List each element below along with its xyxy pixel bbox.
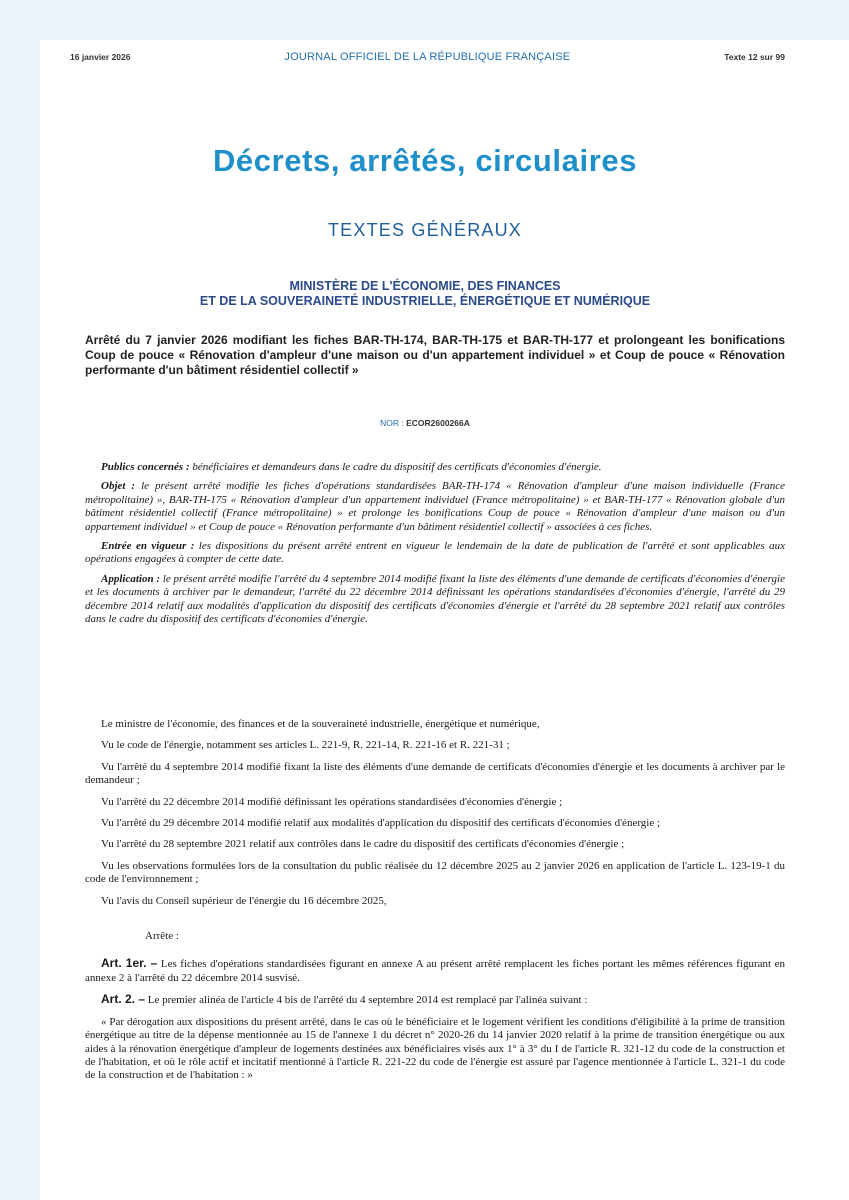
section-title: Décrets, arrêtés, circulaires (212, 143, 638, 178)
running-header (70, 51, 785, 63)
page-margin-band (0, 0, 40, 1200)
publication-date: 16 janvier 2026 (70, 52, 131, 62)
visa-7: Vu l'avis du Conseil supérieur de l'énergie du 16 décembre 2025, (101, 894, 387, 907)
article-2 (85, 993, 785, 1007)
nor-reference (40, 418, 810, 428)
application-text: le présent arrêté modifie l'arrêté du 4 septembre 2014 modifié fixant la liste des éléments d'une demande de certificats d'économies d'énergie et les documents à archiver par le demandeur, l'arrêté du 22 décembre 2014 définissant les opérations standardisées d'économies d'énergie, l'arrêté du 29 décembre 2014 relatif aux modalités d'application du dispositif des certificats d'économies d'énergie et l'arrêté du 28 septembre 2021 relatif aux contrôles dans le cadre du dispositif des certificats d'économies d'énergie. (85, 572, 785, 626)
document-page (40, 40, 849, 1200)
visa-3: Vu l'arrêté du 22 décembre 2014 modifié définissant les opérations standardisées d'économies d'énergie ; (101, 795, 563, 808)
article-1-label: Art. 1er. – (101, 956, 158, 971)
publics-label: Publics concernés : (101, 461, 190, 473)
article-2-text: Le premier alinéa de l'article 4 bis de l'arrêté du 4 septembre 2014 est remplacé par l'alinéa suivant : (145, 994, 588, 1007)
section-subtitle: TEXTES GÉNÉRAUX (327, 220, 523, 240)
journal-name: JOURNAL OFFICIEL DE LA RÉPUBLIQUE FRANÇAISE (284, 51, 571, 63)
objet-text: le présent arrêté modifie les fiches d'opérations standardisées BAR-TH-174 « Rénovation d'ampleur d'une maison individuelle (France métropolitaine) », BAR-TH-175 « Rénovation d'ampleur d'un appartement individuel (France métropolitaine) » et BAR-TH-177 « Rénovation globale d'un bâtiment résidentiel collectif (France métropolitaine) » et prolonge les bonifications Coup de pouce « Rénovation d'ampleur d'une maison ou d'un appartement individuel » et Coup de pouce « Rénovation performante d'un bâtiment résidentiel collectif » associées à ces fiches. (85, 480, 785, 533)
entree-text: les dispositions du présent arrêté entrent en vigueur le lendemain de la date de publication de l'arrêté et sont applicables aux opérations engagées à compter de cette date. (85, 540, 785, 566)
visa-6: Vu les observations formulées lors de la consultation du public réalisée du 12 décembre 2025 au 2 janvier 2026 en application de l'article L. 123-19-1 du code de l'environnement ; (85, 859, 785, 886)
page-top-band (0, 0, 849, 40)
article-1 (85, 957, 785, 985)
publics-text: bénéficiaires et demandeurs dans le cadre du dispositif des certificats d'économies d'énergie. (189, 461, 602, 473)
ministry-line-2: ET DE LA SOUVERAINETÉ INDUSTRIELLE, ÉNERGÉTIQUE ET NUMÉRIQUE (199, 294, 651, 308)
summary-publics (85, 461, 785, 474)
decree-title: Arrêté du 7 janvier 2026 modifiant les fiches BAR-TH-174, BAR-TH-175 et BAR-TH-177 et prolongeant les bonifications Coup de pouce « Rénovation d'ampleur d'une maison ou d'un appartement individuel » et Coup de pouce « Rénovation performante d'un bâtiment résidentiel collectif » (85, 333, 785, 377)
article-2-label: Art. 2. – (101, 992, 146, 1007)
decree-body (85, 718, 785, 1091)
entree-label: Entrée en vigueur : (101, 540, 195, 553)
visa-5: Vu l'arrêté du 28 septembre 2021 relatif aux contrôles dans le cadre du dispositif des certificats d'économies d'énergie ; (101, 838, 625, 851)
visa-2: Vu l'arrêté du 4 septembre 2014 modifié fixant la liste des éléments d'une demande de certificats d'économies d'énergie et les documents à archiver par le demandeur ; (85, 760, 785, 787)
summary-entree (85, 540, 785, 567)
quoted-paragraph: « Par dérogation aux dispositions du présent arrêté, dans le cas où le bénéficiaire et le logement vérifient les conditions d'éligibilité à la prime de transition énergétique au titre de la dépense mentionnée au 15 de l'annexe 1 du décret n° 2020-26 du 14 janvier 2020 relatif à la prime de transition énergétique ou aux aides à la rénovation énergétique d'ampleur de logements destinées aux bénéficiaires visés aux 1° à 3° du I de l'article R. 321-12 du code de la construction et de l'habitation, et où le rôle actif et incitatif mentionné à l'article R. 221-22 du code de l'énergie est assuré par l'agence mentionnée à l'article L. 321-1 du code de la construction et de l'habitation : » (85, 1015, 785, 1082)
ministry-line-1: MINISTÈRE DE L'ÉCONOMIE, DES FINANCES (289, 279, 561, 293)
summary-application (85, 573, 785, 627)
ministry-heading (40, 279, 810, 309)
arrete-heading: Arrête : (145, 930, 179, 943)
summary-objet (85, 480, 785, 534)
nor-value: ECOR2600266A (406, 418, 470, 428)
text-number: Texte 12 sur 99 (724, 52, 785, 62)
nor-label: NOR : (380, 418, 404, 428)
objet-label: Objet : (101, 480, 136, 493)
application-label: Application : (101, 572, 161, 585)
minister-line: Le ministre de l'économie, des finances et de la souveraineté industrielle, énergétique et numérique, (101, 718, 540, 730)
article-1-text: Les fiches d'opérations standardisées figurant en annexe A au présent arrêté remplacent les fiches portant les mêmes références figurant en annexe 2 à l'arrêté du 22 décembre 2014 susvisé. (85, 958, 785, 984)
visa-4: Vu l'arrêté du 29 décembre 2014 modifié relatif aux modalités d'application du dispositif des certificats d'économies d'énergie ; (101, 817, 661, 830)
visa-1: Vu le code de l'énergie, notamment ses articles L. 221-9, R. 221-14, R. 221-16 et R. 221-31 ; (101, 739, 510, 752)
decree-summary (85, 461, 785, 632)
